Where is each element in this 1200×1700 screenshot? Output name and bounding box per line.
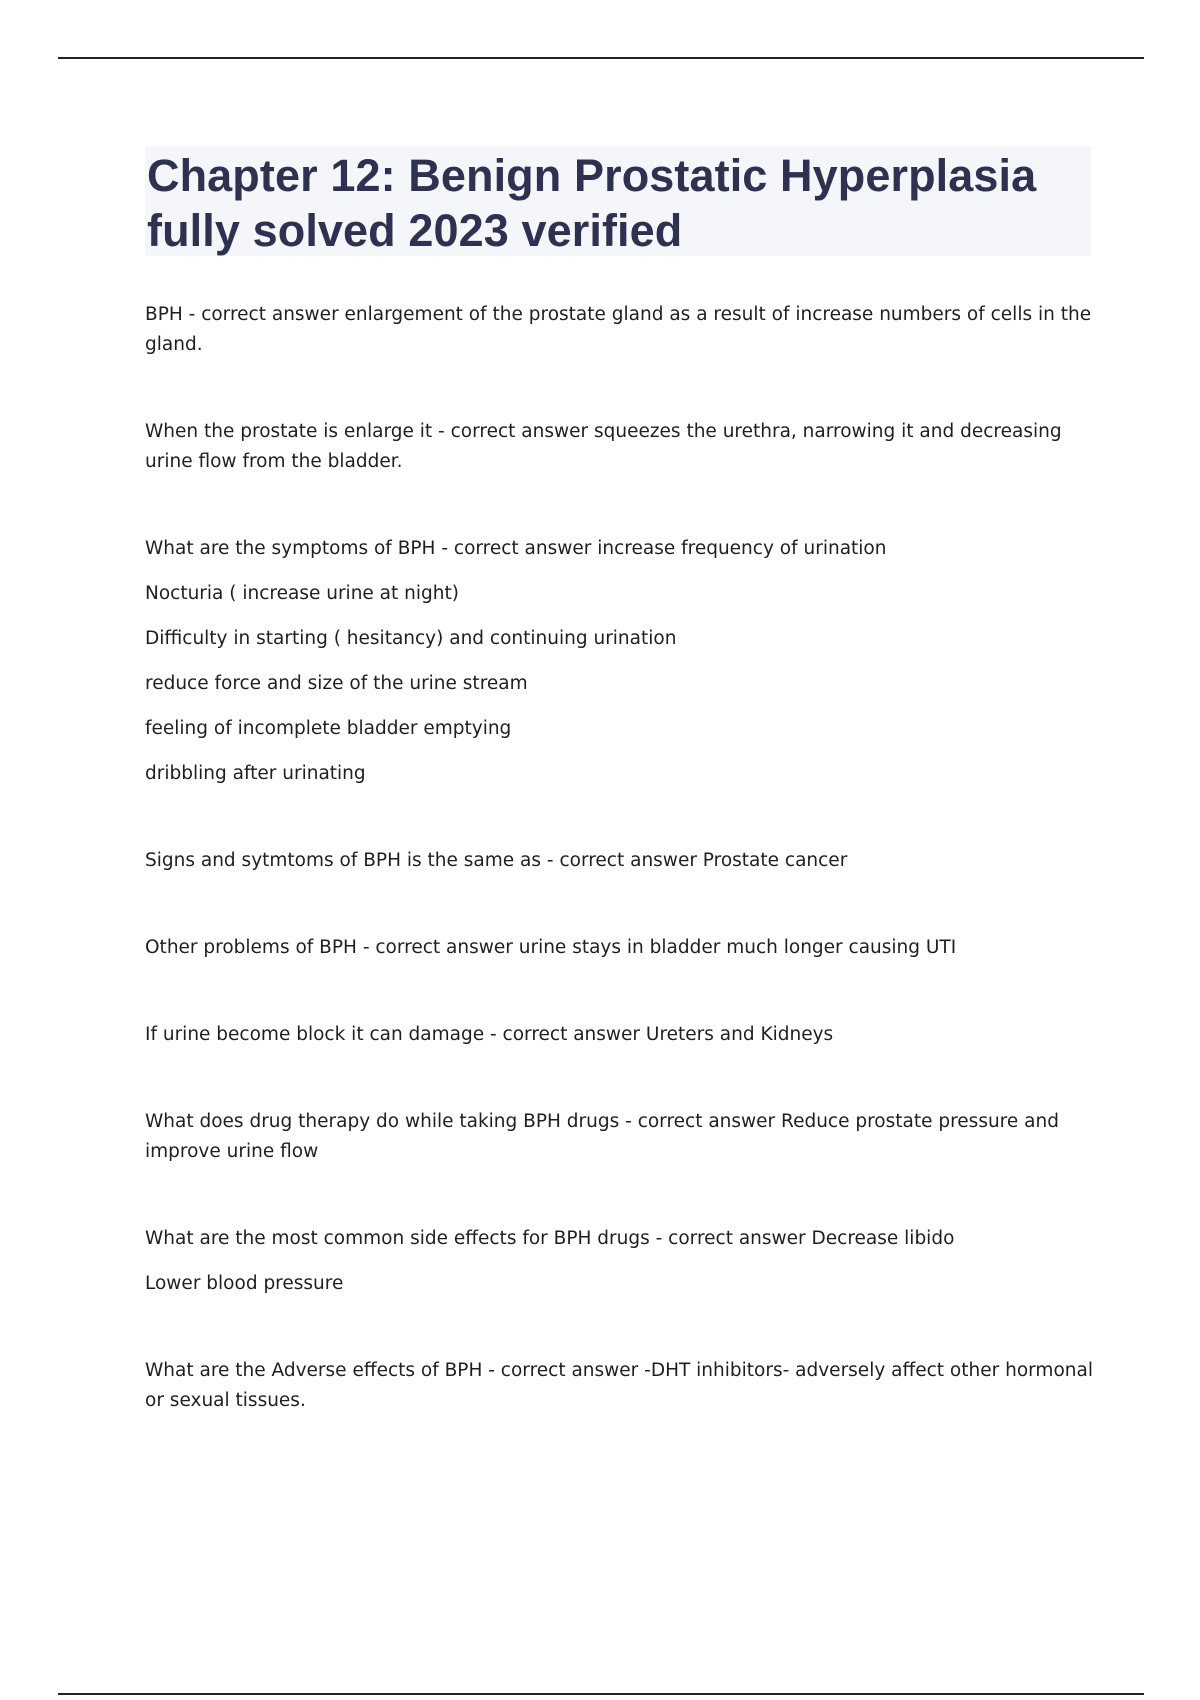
qa-line: What are the most common side effects for BPH drugs - correct answer Decrease libido (145, 1228, 955, 1249)
qa-line: What are the Adverse effects of BPH - correct answer -DHT inhibitors- adversely affect other hormonal or sexual tissues. (145, 1360, 1093, 1411)
qa-line: What does drug therapy do while taking BPH drugs - correct answer Reduce prostate pressure and improve urine flow (145, 1111, 1059, 1162)
qa-line: feeling of incomplete bladder emptying (145, 718, 512, 739)
footer-rule (58, 1693, 1144, 1695)
document-title: Chapter 12: Benign Prostatic Hyperplasia fully solved 2023 verified (147, 150, 1037, 256)
qa-line: Nocturia ( increase urine at night) (145, 583, 459, 604)
qa-line: If urine become block it can damage - correct answer Ureters and Kidneys (145, 1024, 834, 1045)
header-rule (58, 57, 1144, 59)
qa-entry (145, 1356, 1095, 1416)
qa-entry (145, 1020, 1095, 1050)
qa-entry (145, 1107, 1095, 1167)
qa-line: When the prostate is enlarge it - correct answer squeezes the urethra, narrowing it and decreasing urine flow from the bladder. (145, 421, 1062, 472)
qa-line: Lower blood pressure (145, 1273, 344, 1294)
qa-entry (145, 300, 1095, 360)
title-block (145, 146, 1091, 256)
qa-line: BPH - correct answer enlargement of the prostate gland as a result of increase numbers of cells in the gland. (145, 304, 1092, 355)
qa-line: Difficulty in starting ( hesitancy) and continuing urination (145, 628, 677, 649)
qa-line: Other problems of BPH - correct answer urine stays in bladder much longer causing UTI (145, 937, 957, 958)
qa-line: What are the symptoms of BPH - correct answer increase frequency of urination (145, 538, 887, 559)
qa-content (145, 300, 1095, 1416)
qa-entry (145, 1224, 1095, 1299)
qa-entry (145, 846, 1095, 876)
qa-line: reduce force and size of the urine stream (145, 673, 528, 694)
qa-entry (145, 417, 1095, 477)
qa-line: Signs and sytmtoms of BPH is the same as - correct answer Prostate cancer (145, 850, 848, 871)
qa-entry (145, 534, 1095, 789)
qa-entry (145, 933, 1095, 963)
qa-line: dribbling after urinating (145, 763, 366, 784)
